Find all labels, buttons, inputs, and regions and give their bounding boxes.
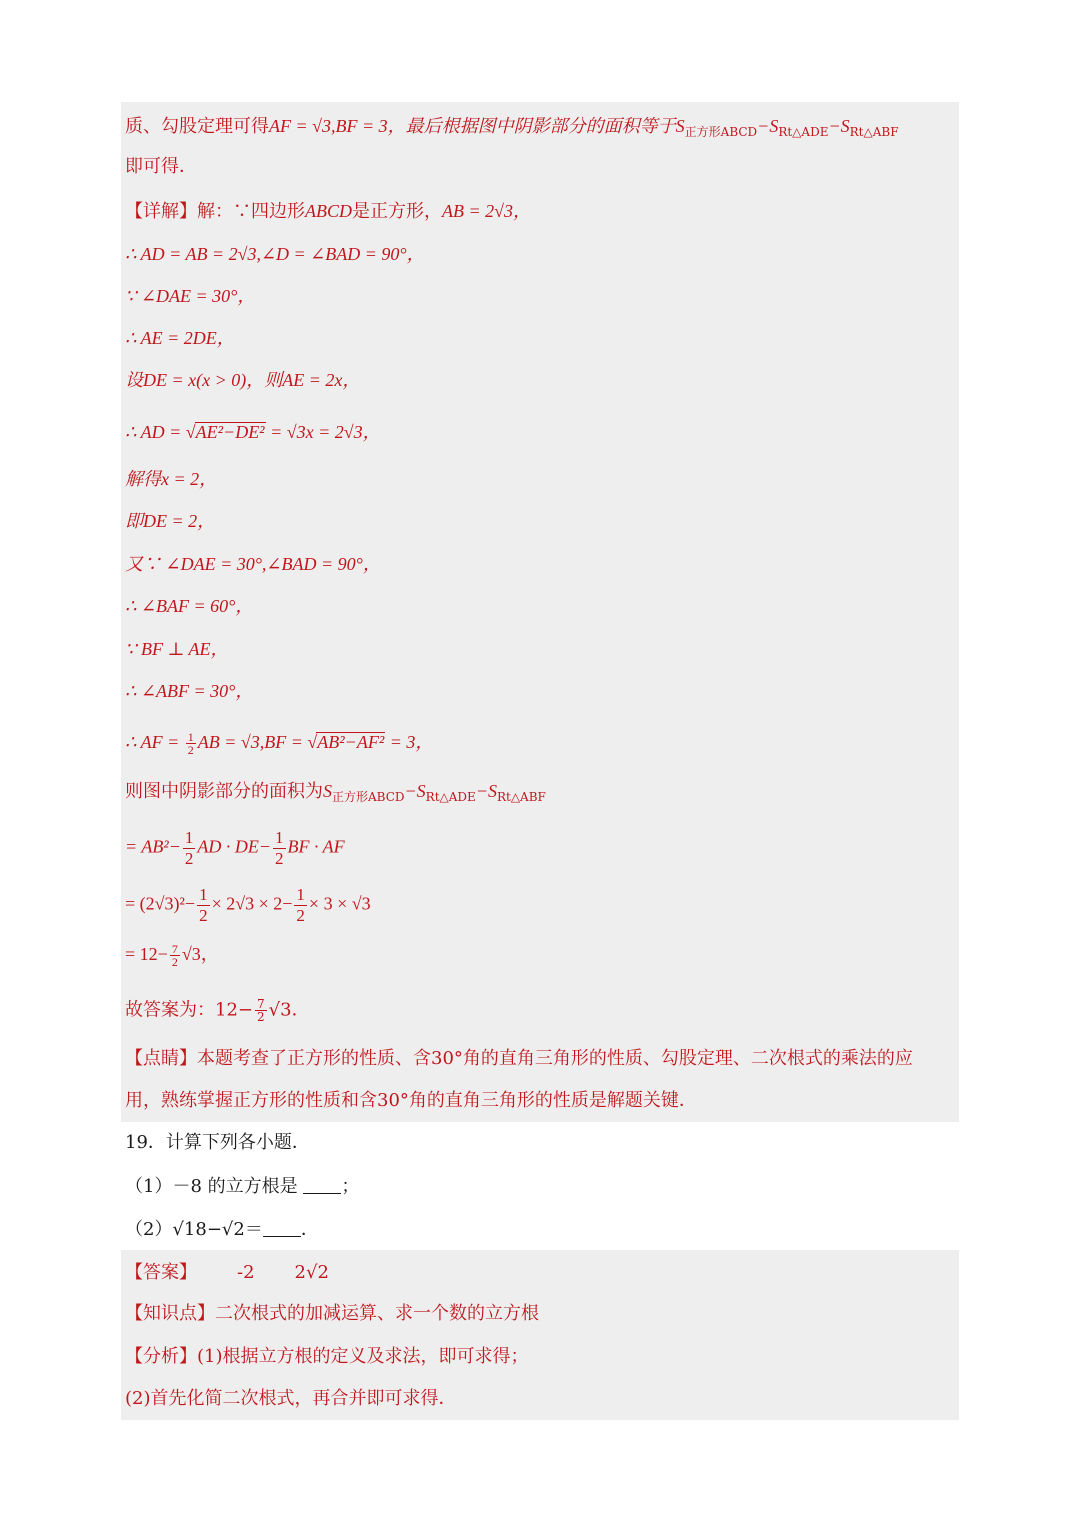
step-16: = 12− $\frac{7}{2}$ √3， — [125, 942, 219, 970]
answer-label: 【答案】 — [125, 1262, 197, 1283]
answer-blank-1 — [303, 1177, 341, 1194]
step-2: ∵ ∠DAE = 30°， — [125, 286, 256, 306]
step-5: ∴ AD = √AE²−DE² = √3x = 2√3， — [125, 422, 381, 442]
answer-2: 2√2 — [294, 1262, 329, 1283]
detail-line: 【详解】解：∵四边形ABCD是正方形，AB = 2√3， — [125, 201, 532, 222]
question-19-part-1: （1）－8 的立方根是 ； — [125, 1176, 360, 1197]
knowledge-label: 【知识点】 — [125, 1303, 215, 1324]
question-19-part-2: （2）√18−√2＝ ． — [125, 1219, 319, 1240]
step-12: ∴ AF = $\frac{1}{2}$ AB = √3,BF = √AB²−AF² = 3， — [125, 730, 434, 758]
step-1: ∴ AD = AB = 2√3,∠D = ∠BAD = 90°， — [125, 244, 425, 264]
intro-line-1: 质、勾股定理可得AF = √3,BF = 3，最后根据图中阴影部分的面积等于$S_{正方形ABCD}-S_{Rt\triangle ADE}-S_{Rt\triangle ABF}$ — [125, 116, 899, 139]
step-8: 又∵ ∠DAE = 30°,∠BAD = 90°， — [125, 554, 381, 574]
step-9: ∴ ∠BAF = 60°， — [125, 596, 254, 616]
answer-line — [125, 1261, 329, 1285]
knowledge-line: 【知识点】二次根式的加减运算、求一个数的立方根 — [125, 1303, 539, 1324]
analysis-line-2: (2)首先化简二次根式，再合并即可求得． — [125, 1388, 457, 1409]
step-10: ∵ BF ⊥ AE， — [125, 639, 229, 659]
analysis-label: 【分析】 — [125, 1346, 197, 1367]
step-6: 解得x = 2， — [125, 469, 218, 489]
step-7: 即DE = 2， — [125, 511, 216, 531]
comment-label: 【点睛】 — [125, 1048, 197, 1069]
detail-label: 【详解】 — [125, 201, 197, 222]
comment-line-1: 【点睛】本题考查了正方形的性质、含30°角的直角三角形的性质、勾股定理、二次根式的乘法的应 — [125, 1048, 913, 1069]
step-13: 则图中阴影部分的面积为$S_{正方形ABCD}-S_{Rt\triangle ADE}-S_{Rt\triangle ABF}$ — [125, 781, 546, 804]
step-14: = AB²− $\frac{1}{2}$ AD · DE− $\frac{1}{2}$ BF · AF — [125, 828, 345, 868]
analysis-line-1: 【分析】(1)根据立方根的定义及求法，即可求得； — [125, 1346, 529, 1367]
step-3: ∴ AE = 2DE， — [125, 328, 235, 348]
step-15: = (2√3)²− $\frac{1}{2}$ × 2√3 × 2− $\frac{1}{2}$ × 3 × √3 — [125, 885, 371, 925]
step-11: ∴ ∠ABF = 30°， — [125, 681, 254, 701]
answer-blank-2 — [263, 1220, 301, 1237]
comment-line-2: 用，熟练掌握正方形的性质和含30°角的直角三角形的性质是解题关键． — [125, 1090, 697, 1111]
step-4: 设DE = x(x > 0)，则AE = 2x， — [125, 370, 361, 390]
intro-line-2: 即可得． — [125, 156, 197, 177]
step-17: 故答案为：12− $\frac{7}{2}$ √3． — [125, 997, 310, 1024]
question-19-title: 19．计算下列各小题． — [125, 1132, 310, 1153]
answer-1: -2 — [237, 1262, 255, 1283]
